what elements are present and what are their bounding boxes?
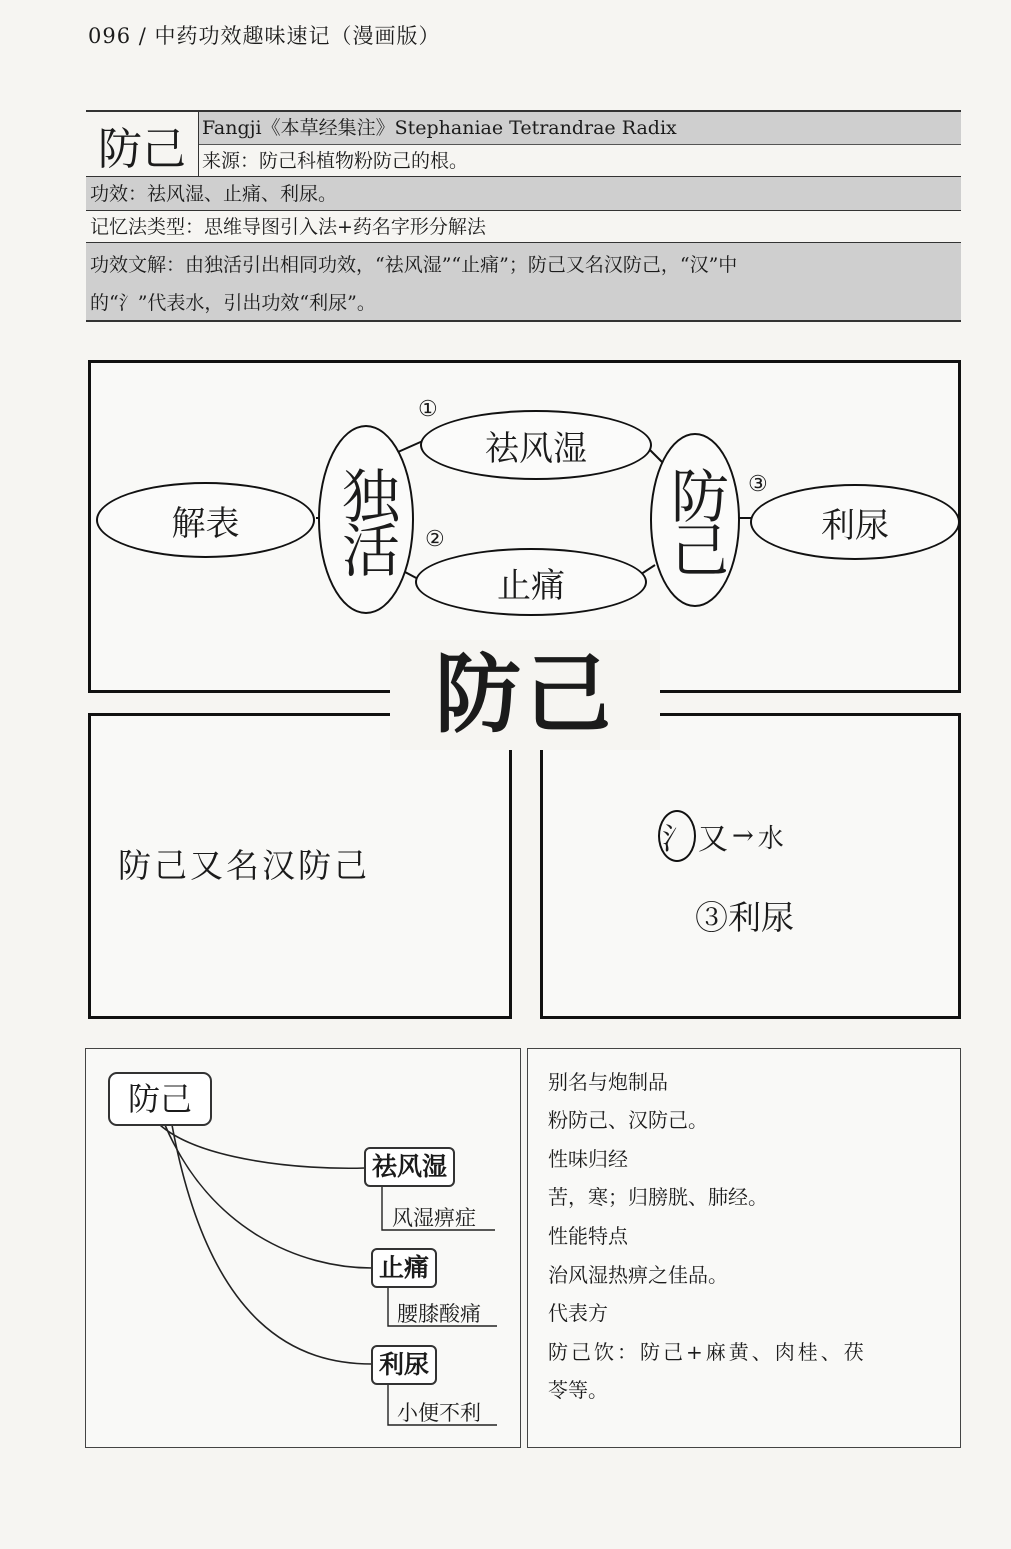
- detail-heading-alias: 别名与炮制品: [548, 1070, 668, 1094]
- explain-line-1: 功效文解：由独活引出相同功效，“祛风湿”“止痛”；防己又名汉防己，“汉”中: [90, 254, 738, 276]
- efficacy-line: 功效：祛风湿、止痛、利尿。: [86, 176, 961, 210]
- tree-sub-3: 小便不利: [397, 1401, 481, 1425]
- detail-text-formula-2: 苓等。: [548, 1378, 608, 1402]
- oval-jiebiao: 解表: [96, 482, 315, 558]
- marker-3: ③: [748, 472, 768, 497]
- tree-sub-1: 风湿痹症: [392, 1206, 476, 1230]
- alias-text: 防己又名汉防己: [118, 846, 370, 885]
- tree-sub-2: 腰膝酸痛: [397, 1302, 481, 1326]
- detail-text-nature: 苦，寒；归膀胱、肺经。: [548, 1185, 768, 1209]
- oval-qufengshi: 祛风湿: [420, 410, 652, 480]
- duhuo-text: 独活: [332, 465, 400, 574]
- tree-branch-2: 止痛: [371, 1248, 437, 1288]
- explain-line-2: 的“氵”代表水，引出功效“利尿”。: [90, 292, 376, 314]
- herb-name: 防己: [86, 112, 199, 178]
- radical-text: 氵: [662, 822, 692, 857]
- detail-text-alias: 粉防己、汉防己。: [548, 1108, 708, 1132]
- tree-branch-3: 利尿: [371, 1345, 437, 1385]
- tree-root: 防己: [108, 1072, 212, 1126]
- water-text: 水: [757, 823, 784, 854]
- marker-2: ②: [425, 527, 445, 552]
- marker-1: ①: [418, 397, 438, 422]
- detail-heading-nature: 性味归经: [548, 1147, 628, 1171]
- arrow-icon: →: [732, 821, 754, 851]
- liniao-result: ③利尿: [695, 898, 794, 937]
- detail-heading-formula: 代表方: [548, 1301, 608, 1325]
- header-separator: /: [138, 24, 147, 48]
- tree-branch-1: 祛风湿: [364, 1147, 455, 1187]
- big-title: 防己: [390, 640, 660, 750]
- detail-text-formula-1: 防己饮：防己+麻黄、肉桂、茯: [548, 1340, 867, 1364]
- oval-zhitong: 止痛: [415, 548, 647, 616]
- memory-type-line: 记忆法类型：思维导图引入法+药名字形分解法: [86, 210, 961, 242]
- pinyin-line: Fangji《本草经集注》Stephaniae Tetrandrae Radix: [199, 112, 961, 145]
- book-title: 中药功效趣味速记（漫画版）: [154, 24, 441, 48]
- detail-text-feature: 治风湿热痹之佳品。: [548, 1263, 728, 1287]
- page-number: 096: [88, 24, 132, 48]
- fangji-text: 防己: [661, 466, 729, 574]
- han-rest: 又: [698, 822, 728, 857]
- source-line: 来源：防己科植物粉防己的根。: [202, 150, 469, 172]
- detail-heading-feature: 性能特点: [548, 1224, 628, 1248]
- oval-liniao: 利尿: [750, 484, 960, 560]
